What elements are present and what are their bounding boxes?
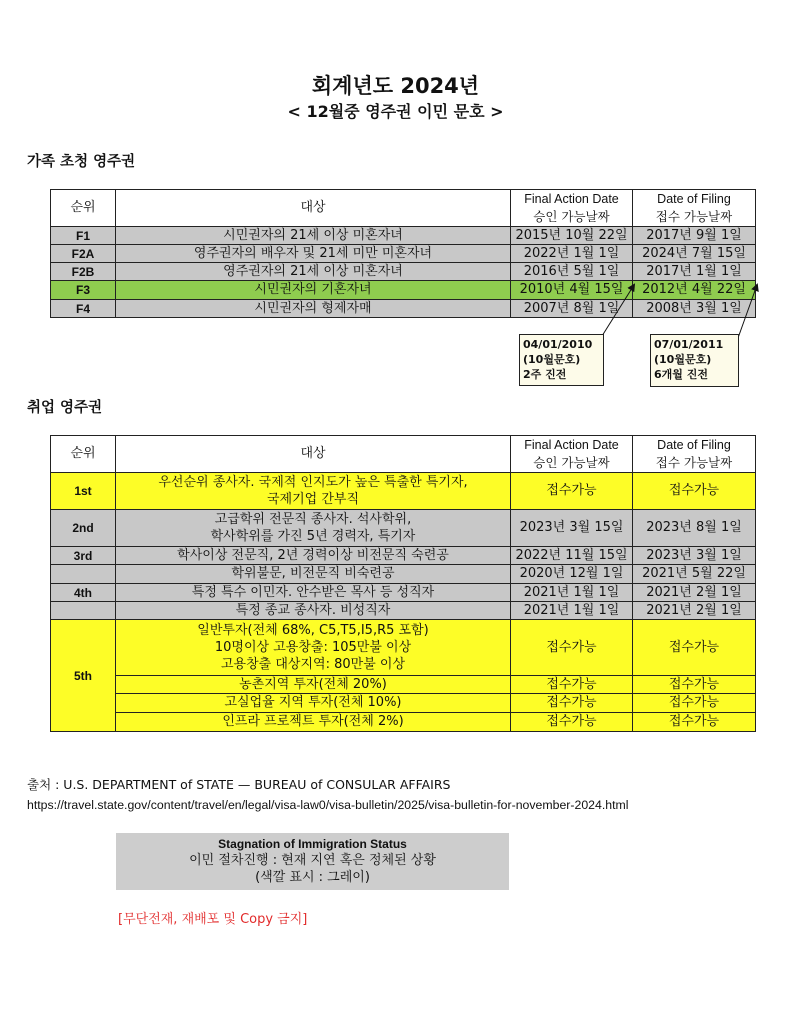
final-action-cell: 접수가능 (511, 473, 633, 510)
filing-cell: 2017년 1월 1일 (633, 263, 756, 281)
final-action-change-note (519, 334, 604, 386)
rank-header: 순위 (51, 190, 116, 227)
filing-cell: 2023년 3월 1일 (633, 547, 756, 565)
final-action-cell: 접수가능 (511, 694, 633, 713)
note-label: (10월문호) (654, 353, 712, 366)
rank-cell: 3rd (51, 547, 116, 565)
family-section-title: 가족 초청 영주권 (27, 154, 136, 170)
target-line: 고급학위 전문직 종사자. 석사학위, (214, 512, 412, 527)
filing-cell: 접수가능 (633, 694, 756, 713)
rank-cell: 2nd (51, 510, 116, 547)
source-url: https://travel.state.gov/content/travel/en/legal/visa-law0/visa-bulletin/2025/visa-bulletin-for-november-2024.html (27, 798, 629, 812)
rank-cell: F4 (51, 300, 116, 318)
final-action-cell: 2020년 12월 1일 (511, 565, 633, 584)
rank-cell (51, 565, 116, 584)
target-cell: 영주권자의 21세 이상 미혼자녀 (116, 263, 511, 281)
rank-cell: F3 (51, 281, 116, 300)
page-subtitle: < 12월중 영주권 이민 문호 > (287, 102, 504, 121)
note-date: 04/01/2010 (523, 338, 593, 351)
final-action-header-en: Final Action Date (524, 192, 619, 206)
note-date: 07/01/2011 (654, 338, 724, 351)
filing-cell: 접수가능 (633, 473, 756, 510)
rank-cell: 1st (51, 473, 116, 510)
table-row (51, 602, 756, 620)
table-row (51, 510, 756, 547)
employment-table (50, 435, 756, 732)
target-line: 우선순위 종사자. 국제적 인지도가 높은 특출한 특기자, (158, 475, 468, 490)
filing-cell: 2021년 2월 1일 (633, 602, 756, 620)
final-action-header-ko: 승인 가능날짜 (533, 209, 610, 224)
filing-cell: 접수가능 (633, 620, 756, 676)
rank-cell: 5th (51, 620, 116, 732)
rank-cell: F2A (51, 245, 116, 263)
legend-color-note: (색깔 표시 : 그레이) (255, 870, 370, 885)
filing-cell: 2008년 3월 1일 (633, 300, 756, 318)
table-row (51, 547, 756, 565)
filing-cell: 접수가능 (633, 676, 756, 694)
final-action-cell: 접수가능 (511, 620, 633, 676)
filing-cell: 2023년 8월 1일 (633, 510, 756, 547)
table-row (51, 676, 756, 694)
rank-cell: F1 (51, 227, 116, 245)
target-line: 학사학위를 가진 5년 경력자, 특기자 (210, 529, 416, 544)
note-label: (10월문호) (523, 353, 581, 366)
table-row (51, 694, 756, 713)
target-line: 국제기업 간부직 (266, 492, 360, 507)
filing-cell: 접수가능 (633, 713, 756, 732)
table-row (51, 584, 756, 602)
target-cell (116, 620, 511, 676)
target-cell (116, 473, 511, 510)
final-action-cell: 2016년 5월 1일 (511, 263, 633, 281)
rank-header: 순위 (51, 436, 116, 473)
target-cell: 인프라 프로젝트 투자(전체 2%) (116, 713, 511, 732)
final-action-cell: 2023년 3월 15일 (511, 510, 633, 547)
final-action-cell: 2022년 11월 15일 (511, 547, 633, 565)
employment-header-row (51, 436, 756, 473)
filing-cell: 2017년 9월 1일 (633, 227, 756, 245)
rank-cell: F2B (51, 263, 116, 281)
filing-cell: 2021년 5월 22일 (633, 565, 756, 584)
filing-arrow (738, 285, 757, 338)
filing-cell: 2012년 4월 22일 (633, 281, 756, 300)
status-legend (116, 833, 509, 890)
target-line: 고용창출 대상지역: 80만불 이상 (220, 657, 405, 672)
final-action-cell: 2021년 1월 1일 (511, 602, 633, 620)
legend-description: 이민 절차진행 : 현재 지연 혹은 정체된 상황 (189, 853, 436, 868)
target-header: 대상 (116, 436, 511, 473)
target-cell: 학위불문, 비전문직 비숙련공 (116, 565, 511, 584)
filing-header-en: Date of Filing (657, 438, 731, 452)
target-cell: 고실업율 지역 투자(전체 10%) (116, 694, 511, 713)
target-header: 대상 (116, 190, 511, 227)
target-cell (116, 510, 511, 547)
final-action-cell: 2022년 1월 1일 (511, 245, 633, 263)
target-cell: 시민권자의 형제자매 (116, 300, 511, 318)
target-cell: 학사이상 전문직, 2년 경력이상 비전문직 숙련공 (116, 547, 511, 565)
target-cell: 시민권자의 21세 이상 미혼자녀 (116, 227, 511, 245)
final-action-cell: 접수가능 (511, 713, 633, 732)
table-row (51, 473, 756, 510)
rank-cell (51, 602, 116, 620)
target-cell: 영주권자의 배우자 및 21세 미만 미혼자녀 (116, 245, 511, 263)
filing-change-note (650, 334, 739, 387)
source-label: 출처 : U.S. DEPARTMENT of STATE — BUREAU of CONSULAR AFFAIRS (27, 777, 451, 792)
filing-header-ko: 접수 가능날짜 (655, 455, 733, 470)
employment-section-title: 취업 영주권 (27, 400, 103, 416)
final-action-cell: 2007년 8월 1일 (511, 300, 633, 318)
table-row (51, 620, 756, 676)
target-line: 10명이상 고용창출: 105만불 이상 (214, 640, 412, 655)
target-cell: 농촌지역 투자(전체 20%) (116, 676, 511, 694)
final-action-header (511, 436, 633, 473)
filing-header (633, 436, 756, 473)
final-action-cell: 2021년 1월 1일 (511, 584, 633, 602)
note-change: 2주 진전 (523, 368, 567, 381)
page-title: 회계년도 2024년 (311, 74, 480, 98)
final-action-cell: 2010년 4월 15일 (511, 281, 633, 300)
target-line: 일반투자(전체 68%, C5,T5,I5,R5 포함) (197, 623, 429, 638)
final-action-header-en: Final Action Date (524, 438, 619, 452)
final-action-arrow (602, 285, 634, 336)
final-action-cell: 접수가능 (511, 676, 633, 694)
filing-cell: 2024년 7월 15일 (633, 245, 756, 263)
final-action-cell: 2015년 10월 22일 (511, 227, 633, 245)
target-cell: 시민권자의 기혼자녀 (116, 281, 511, 300)
filing-cell: 2021년 2월 1일 (633, 584, 756, 602)
table-row (51, 713, 756, 732)
target-cell: 특정 특수 이민자. 안수받은 목사 등 성직자 (116, 584, 511, 602)
target-cell: 특정 종교 종사자. 비성직자 (116, 602, 511, 620)
rank-cell: 4th (51, 584, 116, 602)
filing-header-ko: 접수 가능날짜 (655, 209, 733, 224)
copyright-notice: [무단전재, 재배포 및 Copy 금지] (118, 912, 308, 927)
legend-title: Stagnation of Immigration Status (218, 837, 407, 851)
final-action-header-ko: 승인 가능날짜 (533, 455, 610, 470)
filing-header-en: Date of Filing (657, 192, 731, 206)
note-change: 6개월 진전 (654, 368, 708, 381)
table-row (51, 565, 756, 584)
